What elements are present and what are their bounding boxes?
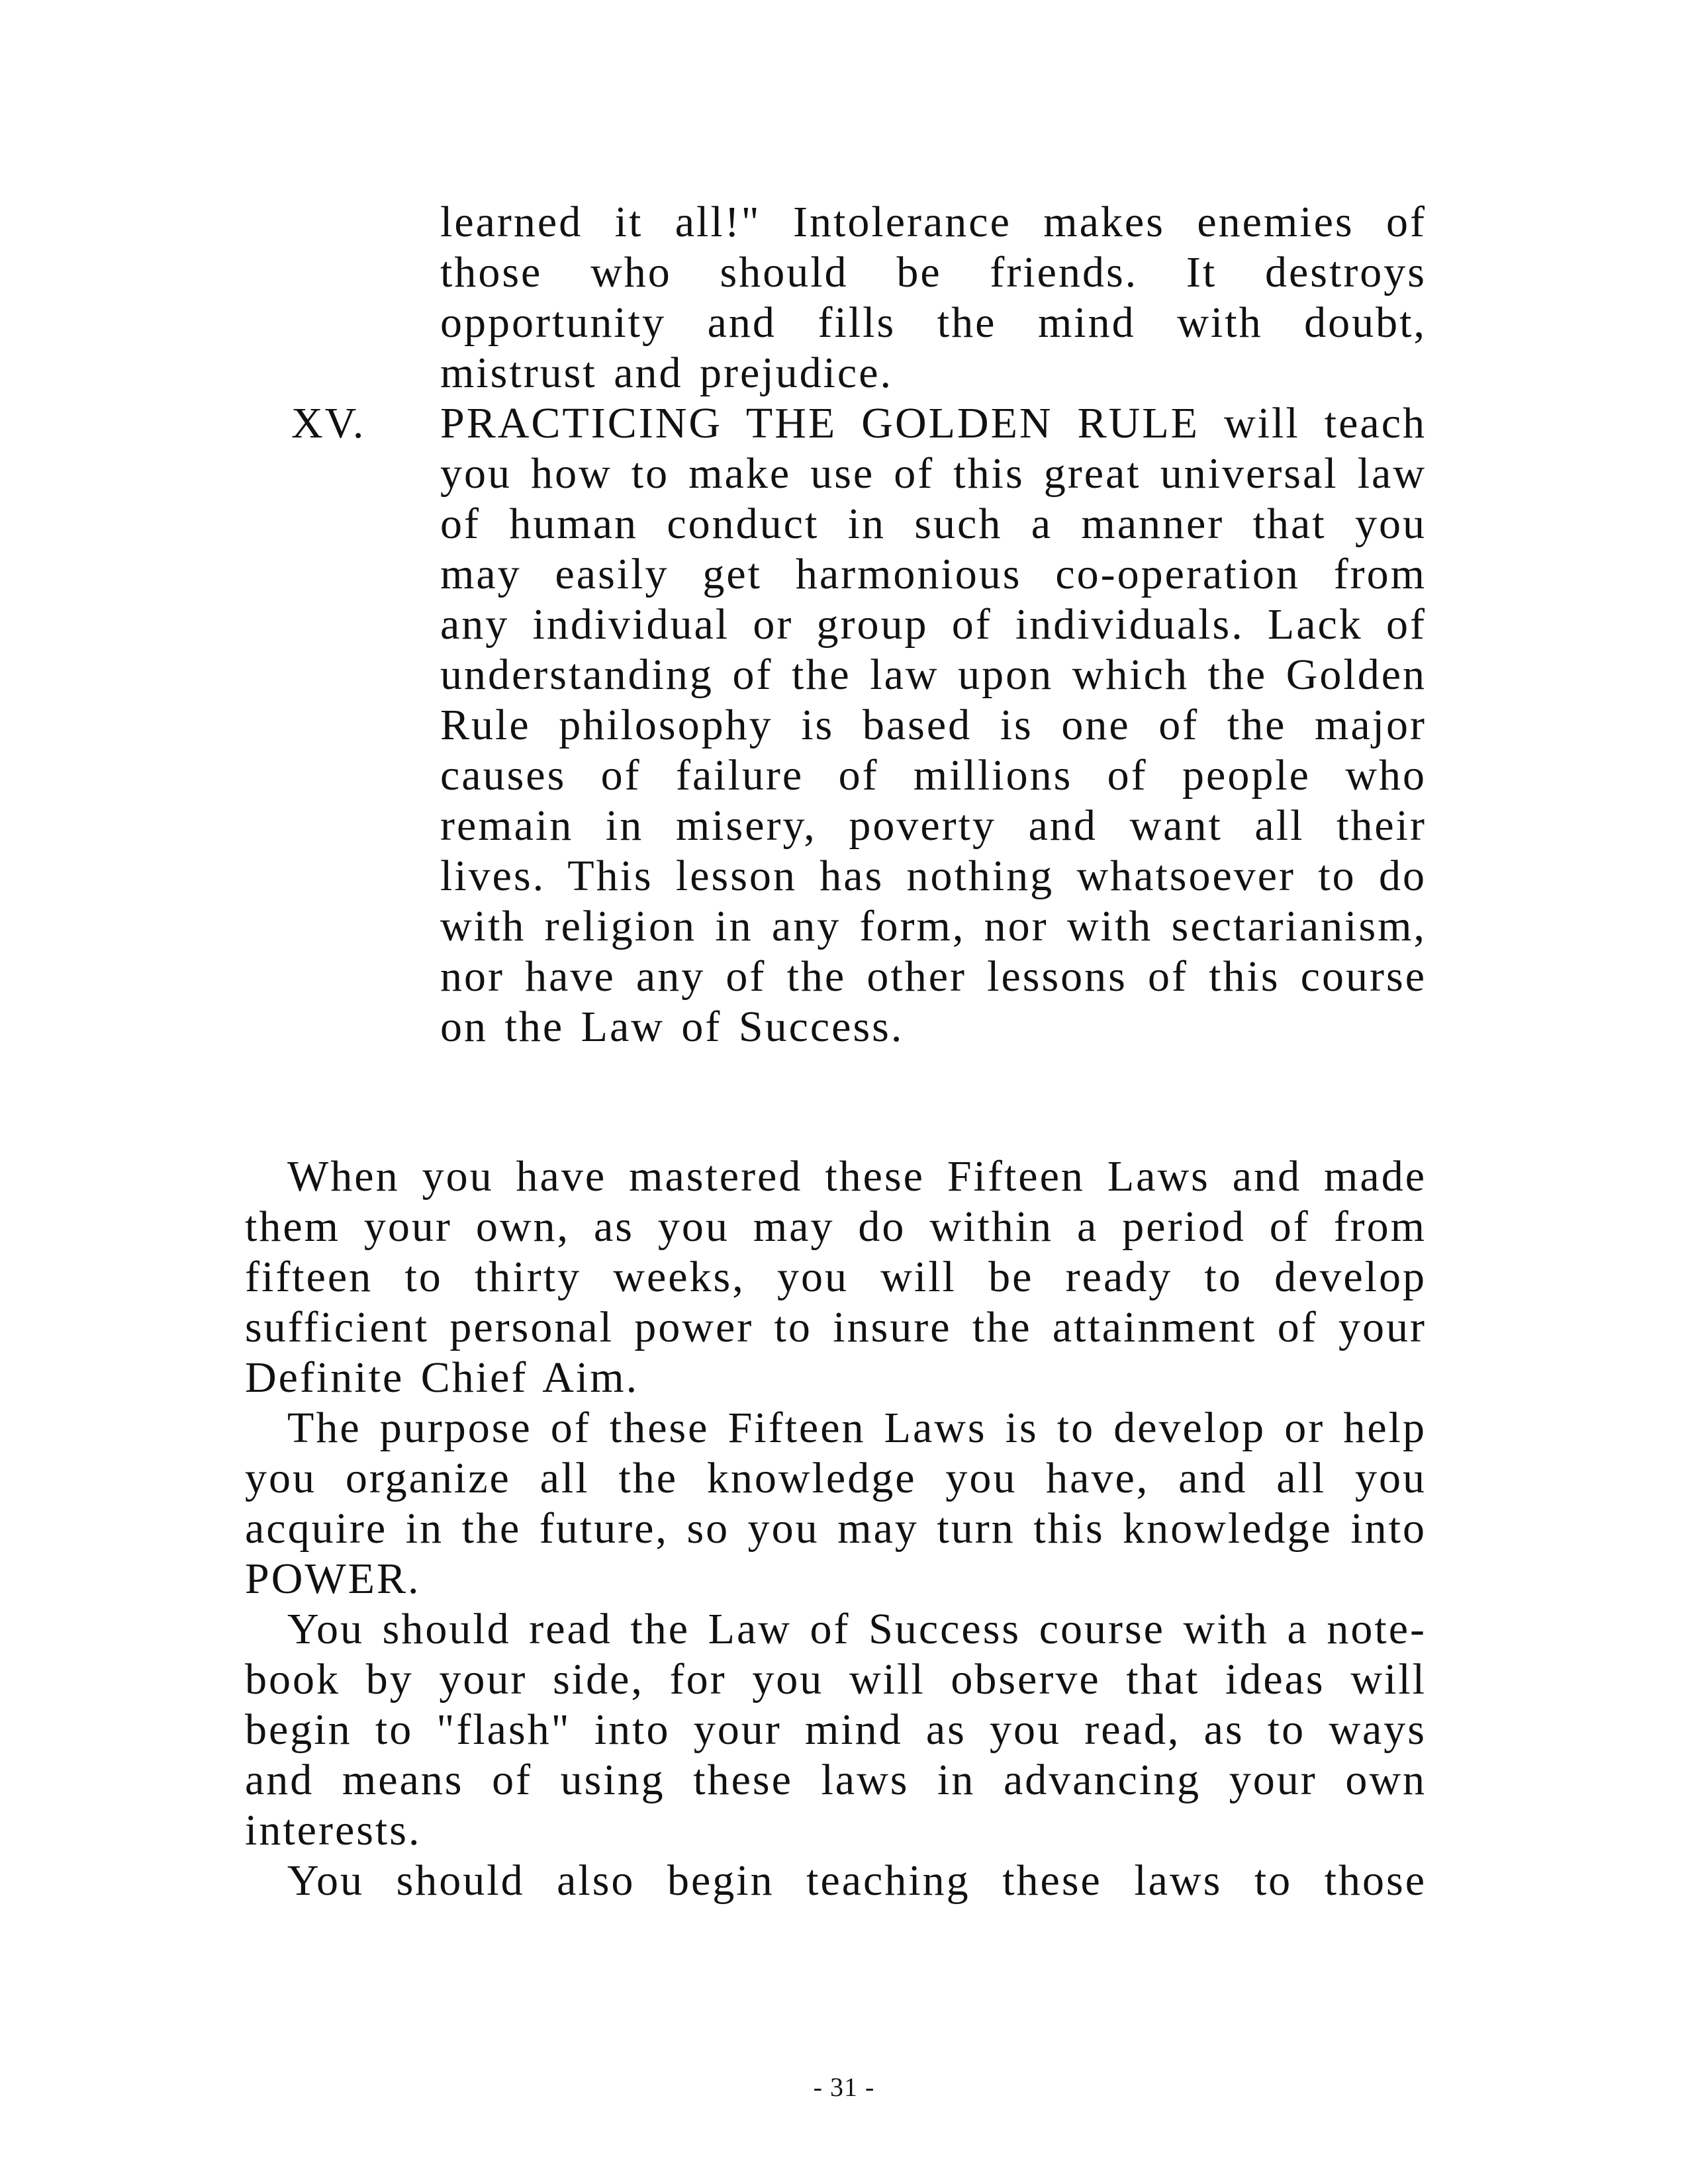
- body-paragraph: You should also begin teaching these laws to those: [287, 1856, 1427, 1905]
- page-number: - 31 -: [813, 2072, 875, 2102]
- list-item-numeral: XV.: [291, 399, 366, 447]
- list-item-xv-text: PRACTICING THE GOLDEN RULE will teach you how to make use of this great universal law of human conduct in such a manner that you may easily get harmonious co-operation from any individual or group of individuals. Lack of understanding of the law upon which the Golden Rule philosophy is based is one of the major causes of failure of millions of people who remain in misery, poverty and want all their lives. This lesson has nothing whatsoever to do with religion in any form, nor with sectarianism, nor have any of the other lessons of this course on the Law of Success.: [440, 399, 1427, 1051]
- body-paragraph: You should read the Law of Success course with a note-book by your side, for you will observe that ideas will begin to "flash" into your mind as you read, as to ways and means of using these laws in advancing your own interests.: [245, 1605, 1427, 1854]
- continuation-paragraph: learned it all!" Intolerance makes enemies of those who should be friends. It destroys opportunity and fills the mind with doubt, mistrust and prejudice.: [440, 198, 1427, 397]
- body-paragraph: The purpose of these Fifteen Laws is to develop or help you organize all the knowledge you have, and all you acquire in the future, so you may turn this knowledge into POWER.: [245, 1404, 1427, 1603]
- body-paragraph: When you have mastered these Fifteen Laws and made them your own, as you may do within a period of from fifteen to thirty weeks, you will be ready to develop sufficient personal power to insure the attainment of your Definite Chief Aim.: [245, 1152, 1427, 1402]
